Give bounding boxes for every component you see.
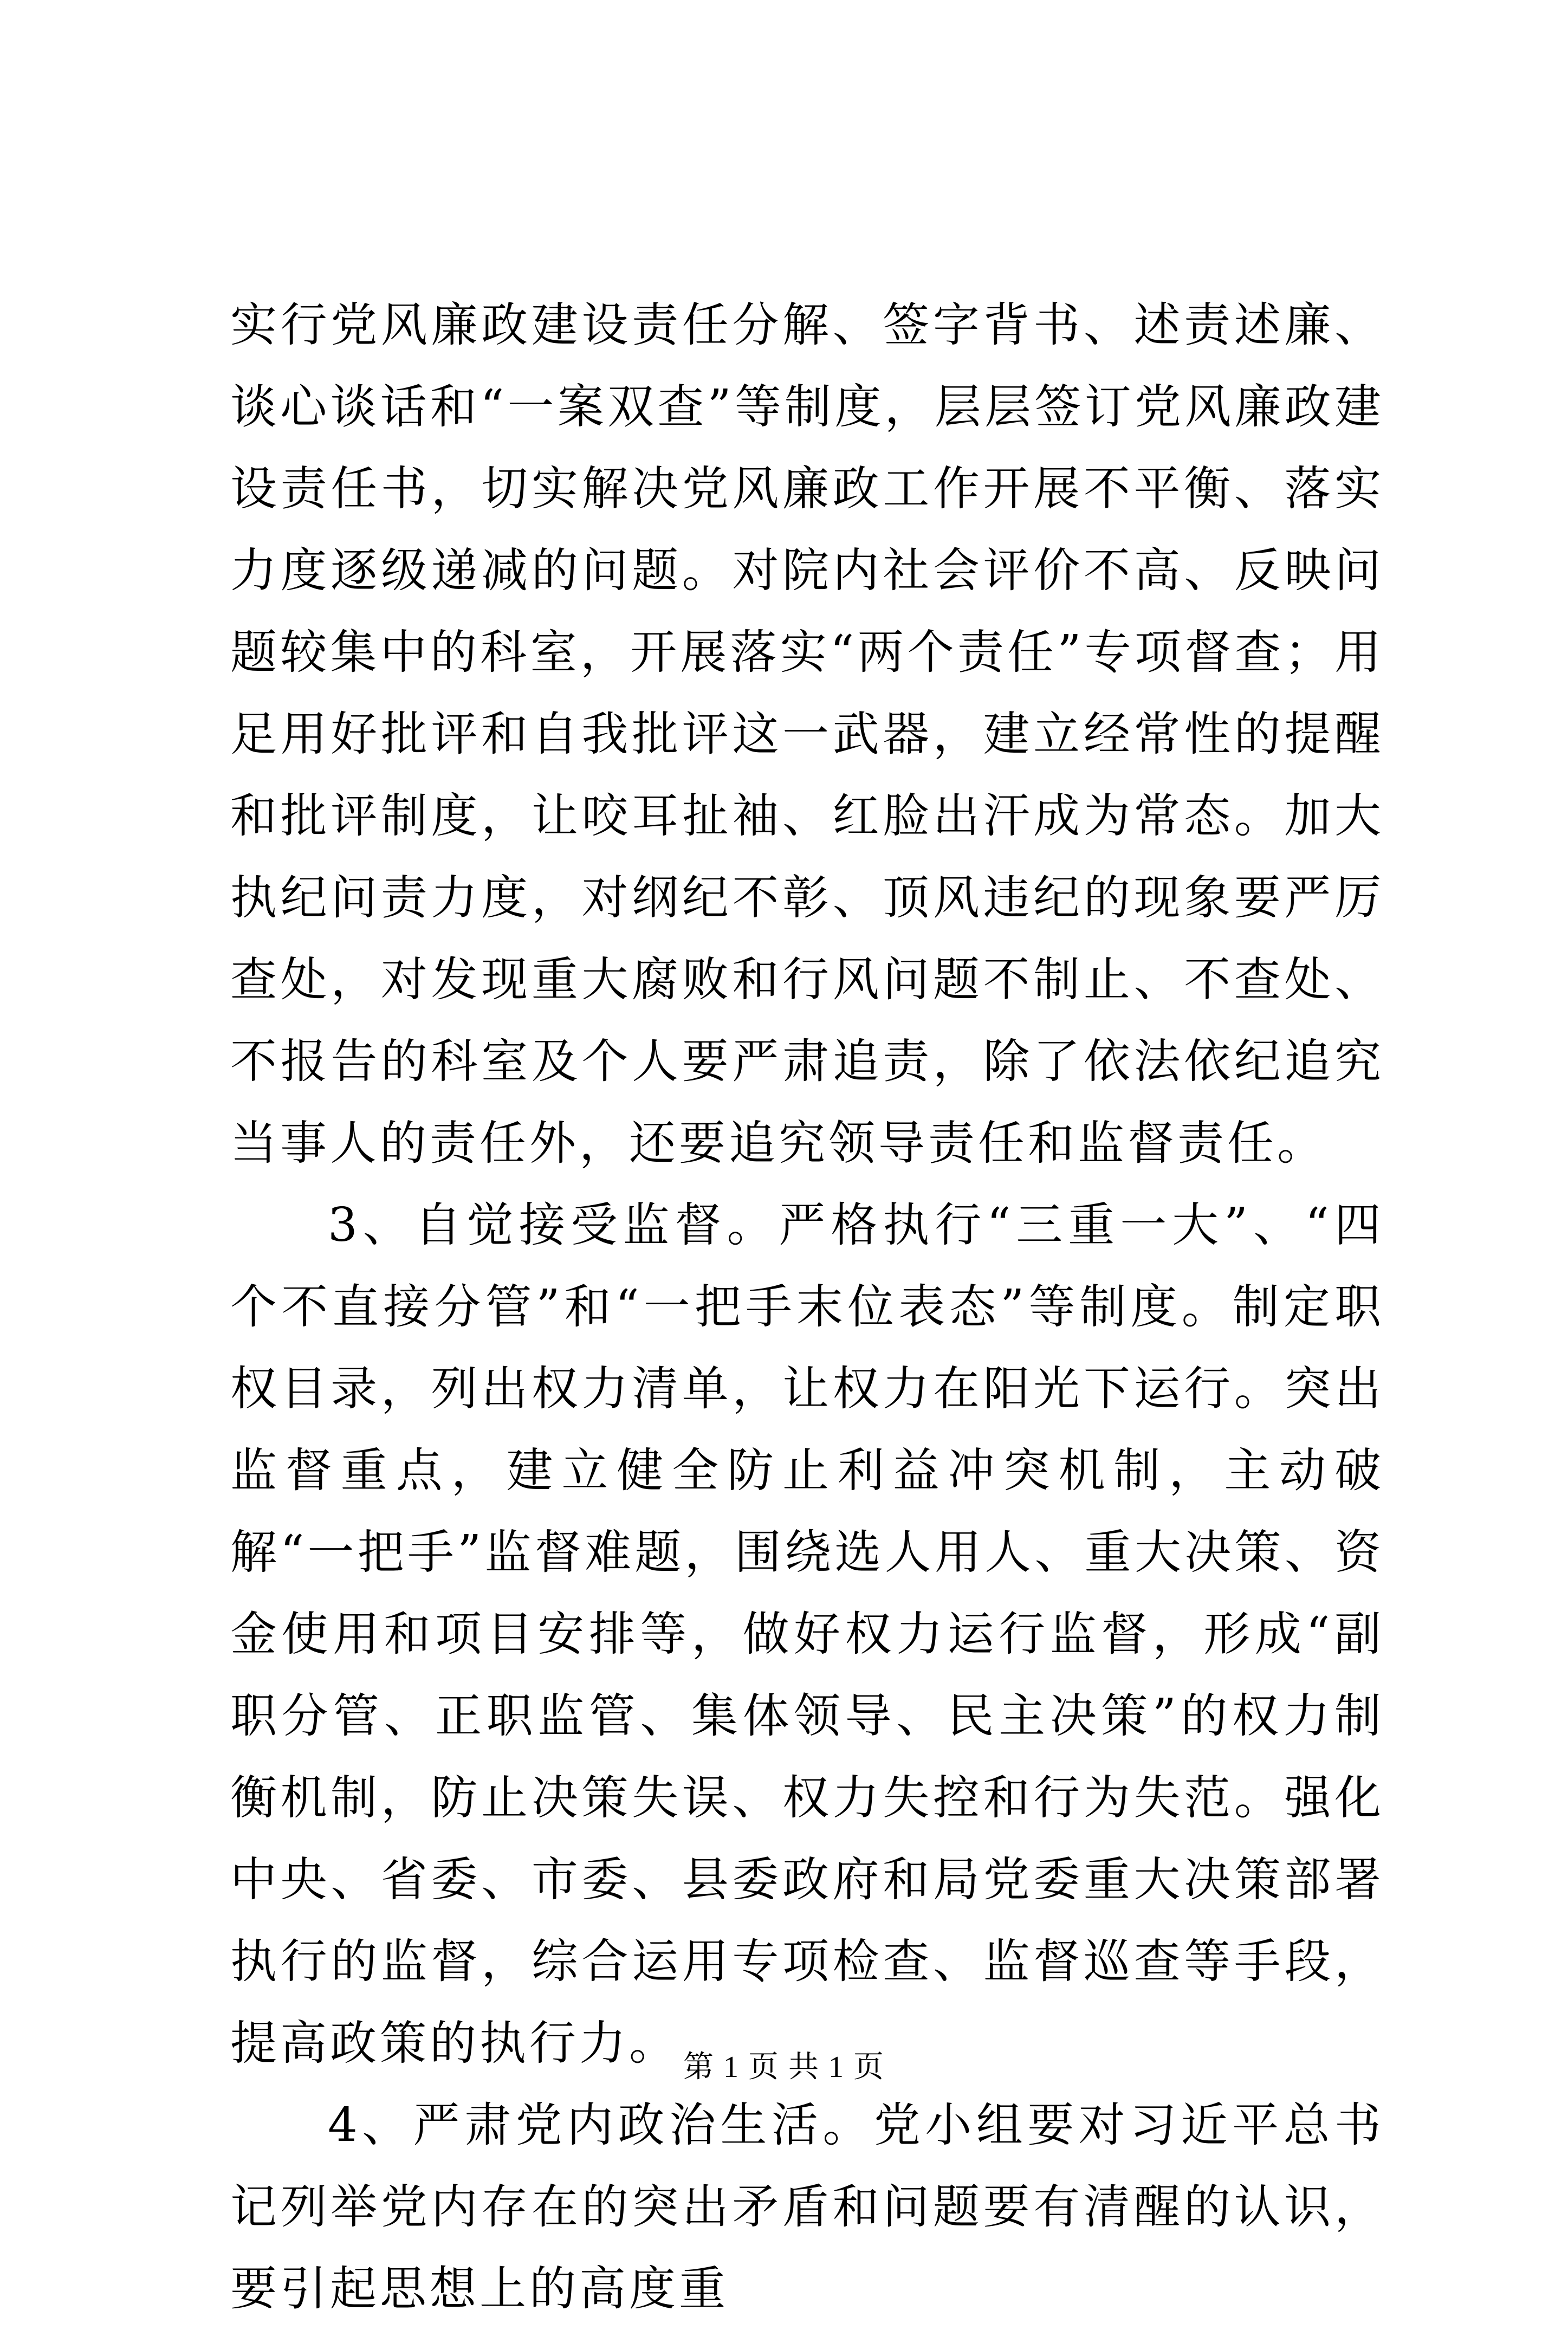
- document-body: [230, 284, 1384, 2330]
- paragraph-2: 3、自觉接受监督。严格执行“三重一大”、“四个不直接分管”和“一把手末位表态”等制度。制定职权目录，列出权力清单，让权力在阳光下运行。突出监督重点，建立健全防止利益冲突机制，主动破解“一把手”监督难题，围绕选人用人、重大决策、资金使用和项目安排等，做好权力运行监督，形成“副职分管、正职监管、集体领导、民主决策”的权力制衡机制，防止决策失误、权力失控和行为失范。强化中央、省委、市委、县委政府和局党委重大决策部署执行的监督，综合运用专项检查、监督巡查等手段，提高政策的执行力。: [230, 1198, 1384, 2070]
- paragraph-1: 实行党风廉政建设责任分解、签字背书、述责述廉、谈心谈话和“一案双查”等制度，层层签订党风廉政建设责任书，切实解决党风廉政工作开展不平衡、落实力度逐级递减的问题。对院内社会评价不高、反映问题较集中的科室，开展落实“两个责任”专项督查；用足用好批评和自我批评这一武器，建立经常性的提醒和批评制度，让咬耳扯袖、红脸出汗成为常态。加大执纪问责力度，对纲纪不彰、顶风违纪的现象要严厉查处，对发现重大腐败和行风问题不制止、不查处、不报告的科室及个人要严肃追责，除了依法依纪追究当事人的责任外，还要追究领导责任和监督责任。: [230, 298, 1384, 1170]
- paragraph-3: 4、严肃党内政治生活。党小组要对习近平总书记列举党内存在的突出矛盾和问题要有清醒的认识，要引起思想上的高度重: [230, 2098, 1384, 2316]
- page-footer: 第 1 页 共 1 页: [683, 2050, 885, 2084]
